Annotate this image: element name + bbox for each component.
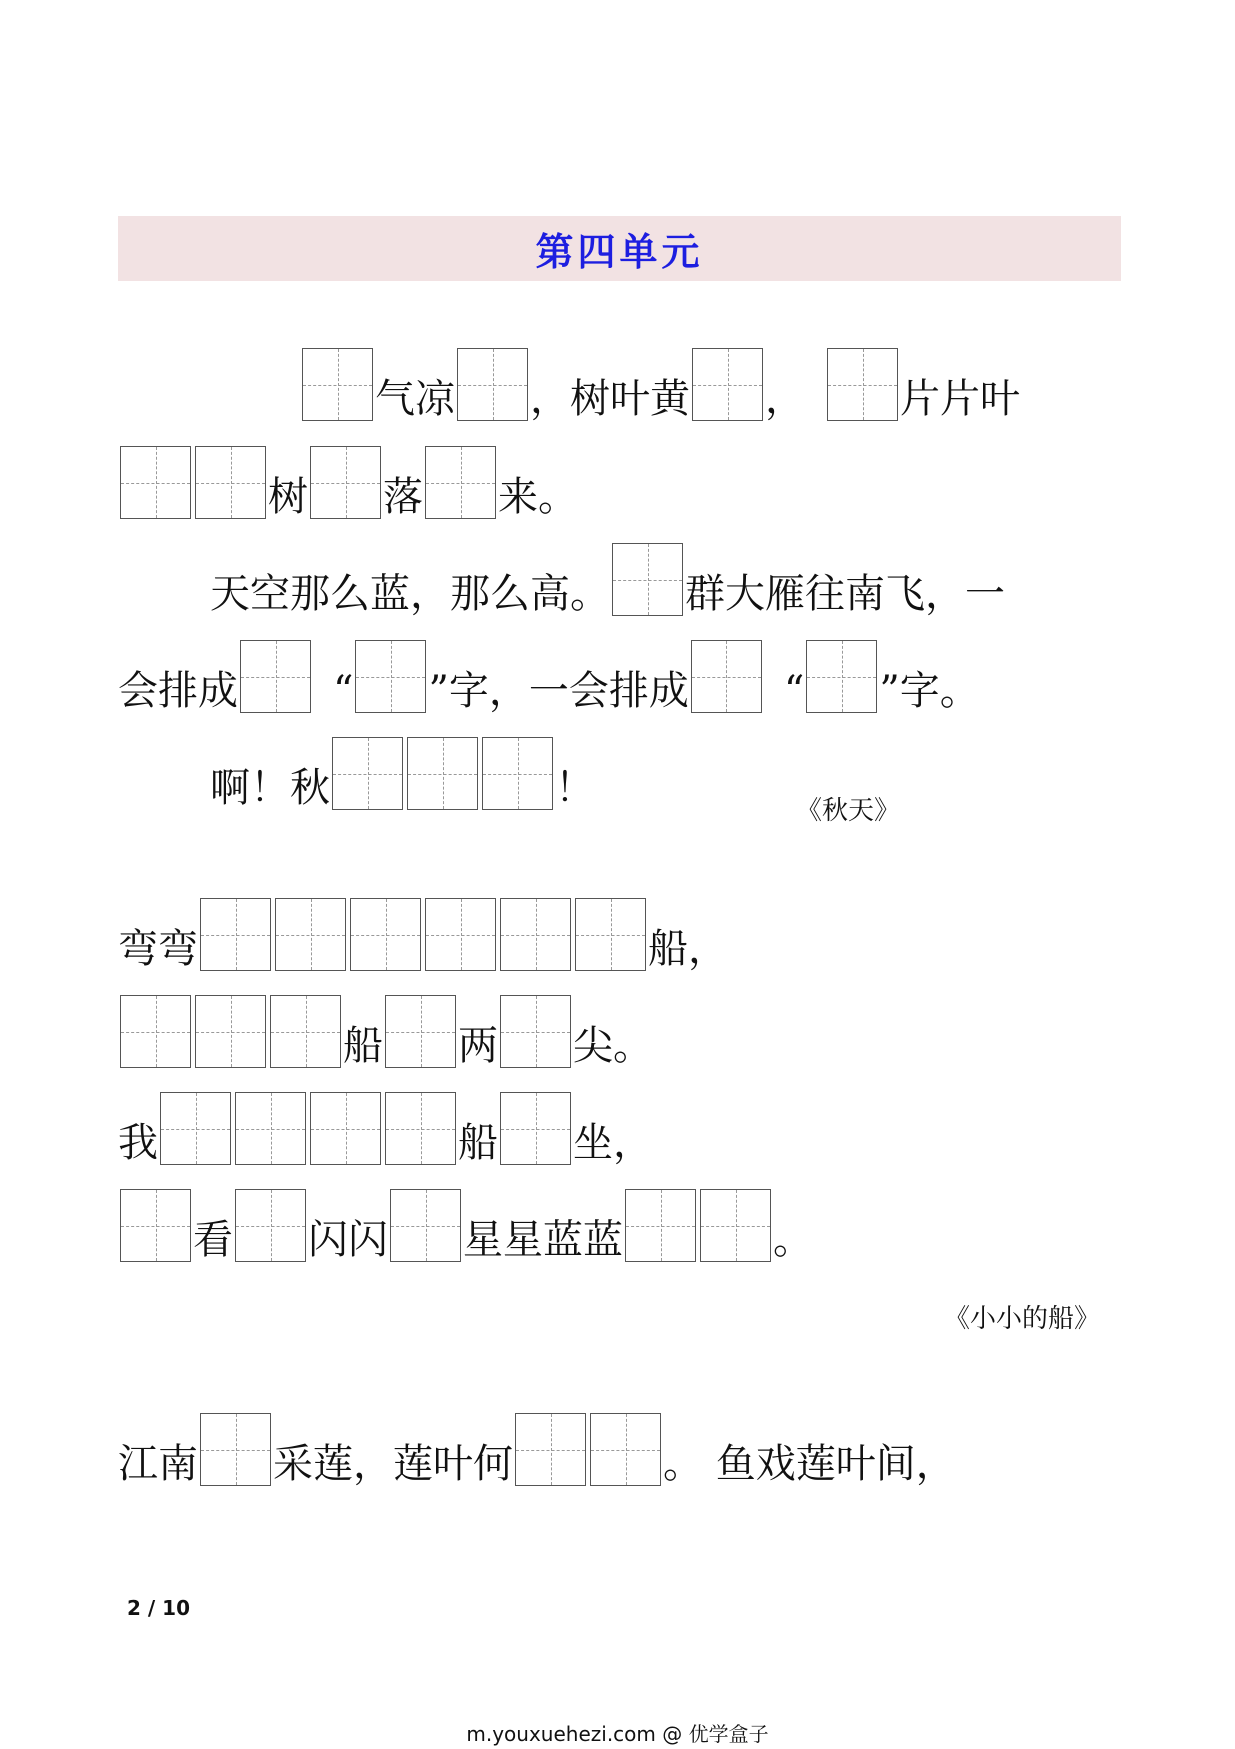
- poem1-line1: [300, 348, 1020, 421]
- text: 船: [343, 1023, 383, 1069]
- blank-box[interactable]: [200, 1413, 271, 1486]
- text: 江南: [118, 1441, 198, 1487]
- unit-title: 第四单元: [535, 229, 704, 274]
- blank-box[interactable]: [806, 640, 877, 713]
- text: ”字，一会排成: [428, 668, 689, 714]
- poem2-line4: [118, 1189, 813, 1262]
- text: “: [783, 668, 805, 714]
- text: 船，: [648, 926, 728, 972]
- poem1-line5: [210, 737, 595, 810]
- blank-box[interactable]: [195, 446, 266, 519]
- blank-box[interactable]: [457, 348, 528, 421]
- poem1-source: 《秋天》: [796, 796, 901, 826]
- text: ，: [765, 376, 805, 422]
- blank-box[interactable]: [500, 995, 571, 1068]
- blank-box[interactable]: [120, 1189, 191, 1262]
- text: 闪闪: [308, 1217, 388, 1263]
- blank-box[interactable]: [200, 898, 271, 971]
- blank-box[interactable]: [390, 1189, 461, 1262]
- blank-box[interactable]: [235, 1189, 306, 1262]
- unit-title-banner: [118, 216, 1121, 281]
- text: 船: [458, 1120, 498, 1166]
- blank-box[interactable]: [240, 640, 311, 713]
- blank-box[interactable]: [625, 1189, 696, 1262]
- poem2-source: 《小小的船》: [944, 1304, 1101, 1334]
- text: 。: [773, 1217, 813, 1263]
- footer-watermark: m.youxuehezi.com @ 优学盒子: [466, 1722, 769, 1746]
- text: 来。: [498, 474, 578, 520]
- text: 会排成: [118, 668, 238, 714]
- blank-box[interactable]: [310, 446, 381, 519]
- blank-box[interactable]: [575, 898, 646, 971]
- text: “: [333, 668, 354, 714]
- blank-box[interactable]: [355, 640, 426, 713]
- poem2-line2: [118, 995, 653, 1068]
- text: ！: [555, 765, 595, 811]
- blank-box[interactable]: [827, 348, 898, 421]
- blank-box[interactable]: [332, 737, 403, 810]
- poem3-line1: [118, 1413, 956, 1486]
- text: 坐，: [573, 1120, 653, 1166]
- text: 群大雁往南飞，一: [685, 571, 1005, 617]
- text: ，树叶黄: [530, 376, 690, 422]
- text: 我: [118, 1120, 158, 1166]
- text: 看: [193, 1217, 233, 1263]
- poem1-line2: [118, 446, 578, 519]
- poem2-line3: [118, 1092, 653, 1165]
- blank-box[interactable]: [482, 737, 553, 810]
- blank-box[interactable]: [385, 995, 456, 1068]
- text: 落: [383, 474, 423, 520]
- poem1-line4: [118, 640, 980, 713]
- text: 弯弯: [118, 926, 198, 972]
- blank-box[interactable]: [310, 1092, 381, 1165]
- blank-box[interactable]: [691, 640, 762, 713]
- blank-box[interactable]: [275, 898, 346, 971]
- text: 树: [268, 474, 308, 520]
- page-number: 2 / 10: [127, 1596, 190, 1620]
- text: 星星蓝蓝: [463, 1217, 623, 1263]
- blank-box[interactable]: [385, 1092, 456, 1165]
- blank-box[interactable]: [407, 737, 478, 810]
- text: 气凉: [375, 376, 455, 422]
- blank-box[interactable]: [195, 995, 266, 1068]
- blank-box[interactable]: [700, 1189, 771, 1262]
- blank-box[interactable]: [425, 446, 496, 519]
- blank-box[interactable]: [515, 1413, 586, 1486]
- text: 尖。: [573, 1023, 653, 1069]
- blank-box[interactable]: [590, 1413, 661, 1486]
- text: 。 鱼戏莲叶间，: [663, 1441, 956, 1487]
- blank-box[interactable]: [350, 898, 421, 971]
- blank-box[interactable]: [270, 995, 341, 1068]
- blank-box[interactable]: [500, 1092, 571, 1165]
- blank-box[interactable]: [302, 348, 373, 421]
- text: ”字。: [879, 668, 980, 714]
- text: 采莲，莲叶何: [273, 1441, 513, 1487]
- blank-box[interactable]: [425, 898, 496, 971]
- text: 天空那么蓝，那么高。: [210, 571, 610, 617]
- blank-box[interactable]: [692, 348, 763, 421]
- blank-box[interactable]: [500, 898, 571, 971]
- text: 啊！秋: [210, 765, 330, 811]
- blank-box[interactable]: [160, 1092, 231, 1165]
- blank-box[interactable]: [120, 995, 191, 1068]
- blank-box[interactable]: [120, 446, 191, 519]
- poem1-line3: [210, 543, 1005, 616]
- poem2-line1: [118, 898, 728, 971]
- blank-box[interactable]: [612, 543, 683, 616]
- blank-box[interactable]: [235, 1092, 306, 1165]
- text: 两: [458, 1023, 498, 1069]
- text: 片片叶: [900, 376, 1020, 422]
